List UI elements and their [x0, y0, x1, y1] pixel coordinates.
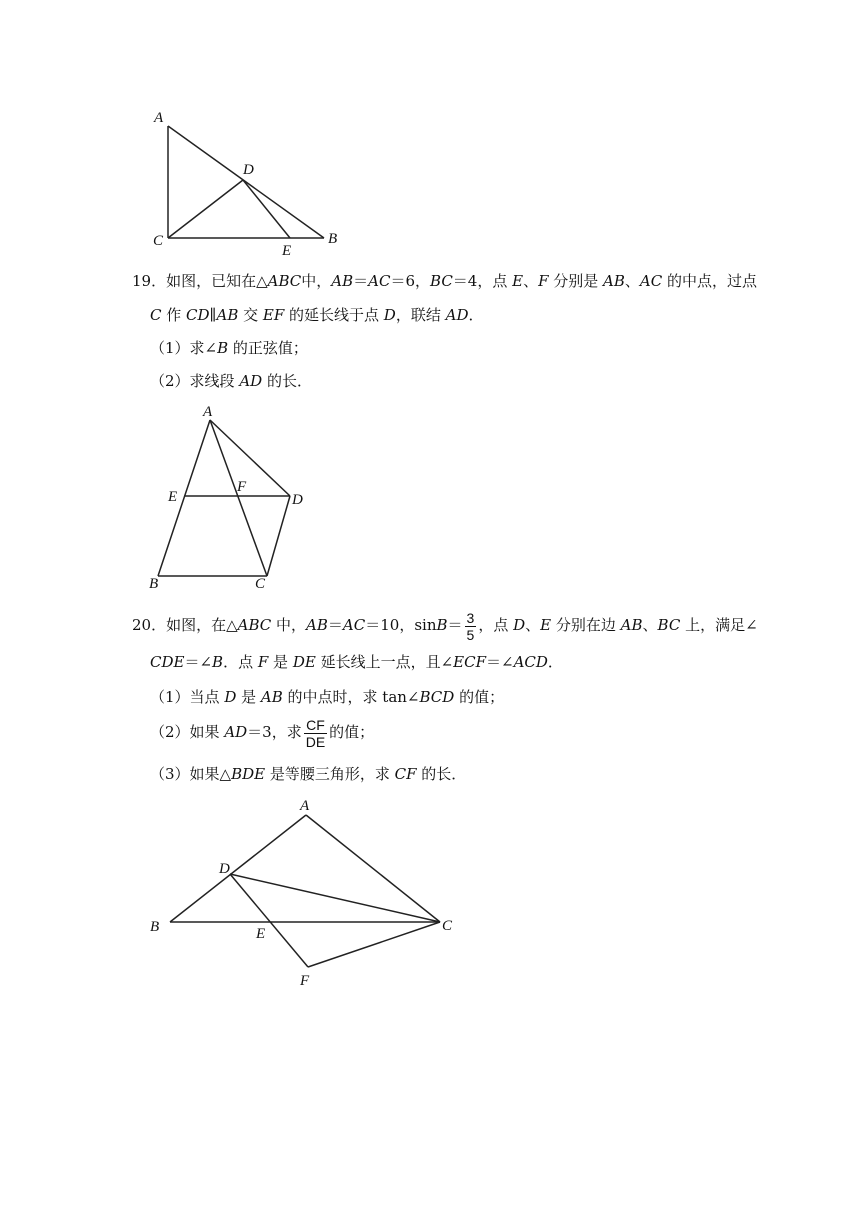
text-run: 作 [161, 306, 187, 324]
text-run: 交 [238, 306, 263, 324]
math-variable: E [512, 272, 524, 290]
text-run: 如图，在△ [166, 616, 238, 634]
text-run: 中， [301, 272, 332, 290]
math-variable: CD [186, 306, 210, 324]
math-variable: AB [306, 616, 328, 634]
segment-AC [210, 420, 267, 576]
q20-sub1 [150, 687, 504, 707]
cf-de-fraction [304, 717, 327, 750]
math-variable: AB [603, 272, 625, 290]
text-run: 的值； [329, 723, 375, 741]
math-variable: AB [216, 306, 239, 324]
q19-line2 [150, 305, 483, 325]
math-variable: AD [239, 372, 263, 390]
math-variable: D [383, 306, 396, 324]
q19-sub2 [150, 371, 312, 391]
text-run: （1）求∠ [150, 339, 218, 357]
math-variable: AB [331, 272, 354, 290]
label-B: B [150, 919, 160, 935]
text-run: 延长线上一点，且∠ [315, 653, 454, 671]
segment-CF [308, 922, 440, 967]
segment-DC [230, 874, 440, 922]
label-B: B [149, 576, 159, 592]
segment-CD [168, 180, 243, 238]
label-F: F [300, 973, 310, 989]
text-run: 上，满足∠ [680, 616, 758, 634]
math-variable: D [224, 688, 237, 706]
q20-number: 20． [132, 616, 167, 634]
text-run: ＝ [327, 616, 343, 634]
q20-sub3 [150, 764, 466, 784]
text-run: 、 [525, 616, 541, 634]
label-E: E [168, 489, 178, 505]
math-variable: CF [394, 765, 417, 783]
math-variable: E [540, 616, 552, 634]
text-run: （2）求线段 [150, 372, 240, 390]
label-B: B [328, 231, 338, 247]
figure-q19 [140, 398, 330, 598]
segment-AD [210, 420, 290, 496]
text-run: ＝3，求 [247, 723, 302, 741]
math-variable: DE [292, 653, 316, 671]
text-run: ，点 [478, 616, 514, 634]
text-run: 、 [523, 272, 539, 290]
text-run: 、 [642, 616, 658, 634]
math-variable: AC [639, 272, 663, 290]
segment-AB [168, 126, 324, 238]
text-run: ＝6， [390, 272, 431, 290]
segment-AB [158, 420, 210, 576]
math-variable: F [257, 653, 269, 671]
label-C: C [255, 576, 266, 592]
label-A: A [203, 404, 213, 420]
math-variable: F [538, 272, 549, 290]
segment-AB [170, 815, 306, 922]
q19-line1 [132, 271, 757, 291]
math-variable: BDE [231, 765, 266, 783]
text-run: 中， [271, 616, 307, 634]
text-run: ＝ [353, 272, 369, 290]
figure-q20 [140, 795, 470, 995]
math-variable: B [217, 339, 229, 357]
label-D: D [219, 861, 230, 877]
text-run: 是等腰三角形，求 [265, 765, 395, 783]
math-variable: AD [224, 723, 248, 741]
text-run: （1）当点 [150, 688, 225, 706]
math-variable: B [212, 653, 224, 671]
label-E: E [256, 926, 266, 942]
math-variable: CDE [150, 653, 185, 671]
text-run: 是 [268, 653, 293, 671]
text-run: ．点 [223, 653, 258, 671]
label-C: C [442, 918, 453, 934]
label-F: F [237, 479, 247, 495]
label-A: A [300, 798, 310, 814]
text-run: 分别在边 [551, 616, 621, 634]
text-run: 的中点时，求 tan∠ [282, 688, 420, 706]
math-variable: ABC [237, 616, 272, 634]
text-run: 是 [236, 688, 261, 706]
q20-line2 [150, 652, 563, 672]
sin-b-numerator: 3 [466, 609, 475, 626]
text-run: ＝∠ [485, 653, 514, 671]
math-variable: AB [620, 616, 643, 634]
label-E: E [282, 243, 292, 259]
text-run: ． [547, 653, 563, 671]
text-run: 的正弦值； [228, 339, 308, 357]
math-variable: AC [368, 272, 391, 290]
q19-number: 19． [132, 272, 167, 290]
math-variable: ABC [267, 272, 302, 290]
text-run: ＝4，点 [452, 272, 513, 290]
text-run: ＝∠ [184, 653, 213, 671]
text-run: 、 [624, 272, 640, 290]
text-run: 的中点，过点 [662, 272, 758, 290]
math-variable: BC [657, 616, 681, 634]
q20-sub2 [150, 712, 374, 752]
text-run: 的延长线于点 [284, 306, 384, 324]
label-A: A [154, 110, 164, 126]
text-run: ． [468, 306, 484, 324]
math-variable: EF [262, 306, 285, 324]
math-variable: ACD [513, 653, 548, 671]
sin-b-denominator: 5 [466, 626, 475, 643]
de-denominator: DE [305, 733, 326, 750]
text-run: ＝10，sin [365, 616, 437, 634]
text-run: 如图，已知在△ [166, 272, 268, 290]
math-variable: BCD [419, 688, 455, 706]
text-run: （3）如果△ [150, 765, 232, 783]
math-variable: AC [342, 616, 366, 634]
sin-b-fraction [465, 610, 477, 643]
segment-CD [267, 496, 290, 576]
math-variable: BC [430, 272, 453, 290]
math-variable: D [513, 616, 526, 634]
label-D: D [243, 162, 254, 178]
text-run: ∥ [209, 306, 217, 324]
text-run: 分别是 [548, 272, 604, 290]
math-variable: AB [260, 688, 283, 706]
text-run: ，联结 [395, 306, 446, 324]
figure-q18 [140, 100, 360, 260]
q19-sub1 [150, 338, 308, 358]
math-variable: AD [445, 306, 469, 324]
math-variable: B [436, 616, 448, 634]
text-run: ＝ [447, 616, 463, 634]
label-D: D [292, 492, 303, 508]
text-run: 的长． [262, 372, 312, 390]
math-variable: C [150, 306, 162, 324]
text-run: 的值； [454, 688, 505, 706]
text-run: 的长． [416, 765, 467, 783]
math-variable: ECF [453, 653, 486, 671]
label-C: C [153, 233, 164, 249]
q20-line1 [132, 605, 758, 645]
cf-numerator: CF [304, 717, 327, 734]
text-run: （2）如果 [150, 723, 225, 741]
segment-DF [230, 874, 308, 967]
